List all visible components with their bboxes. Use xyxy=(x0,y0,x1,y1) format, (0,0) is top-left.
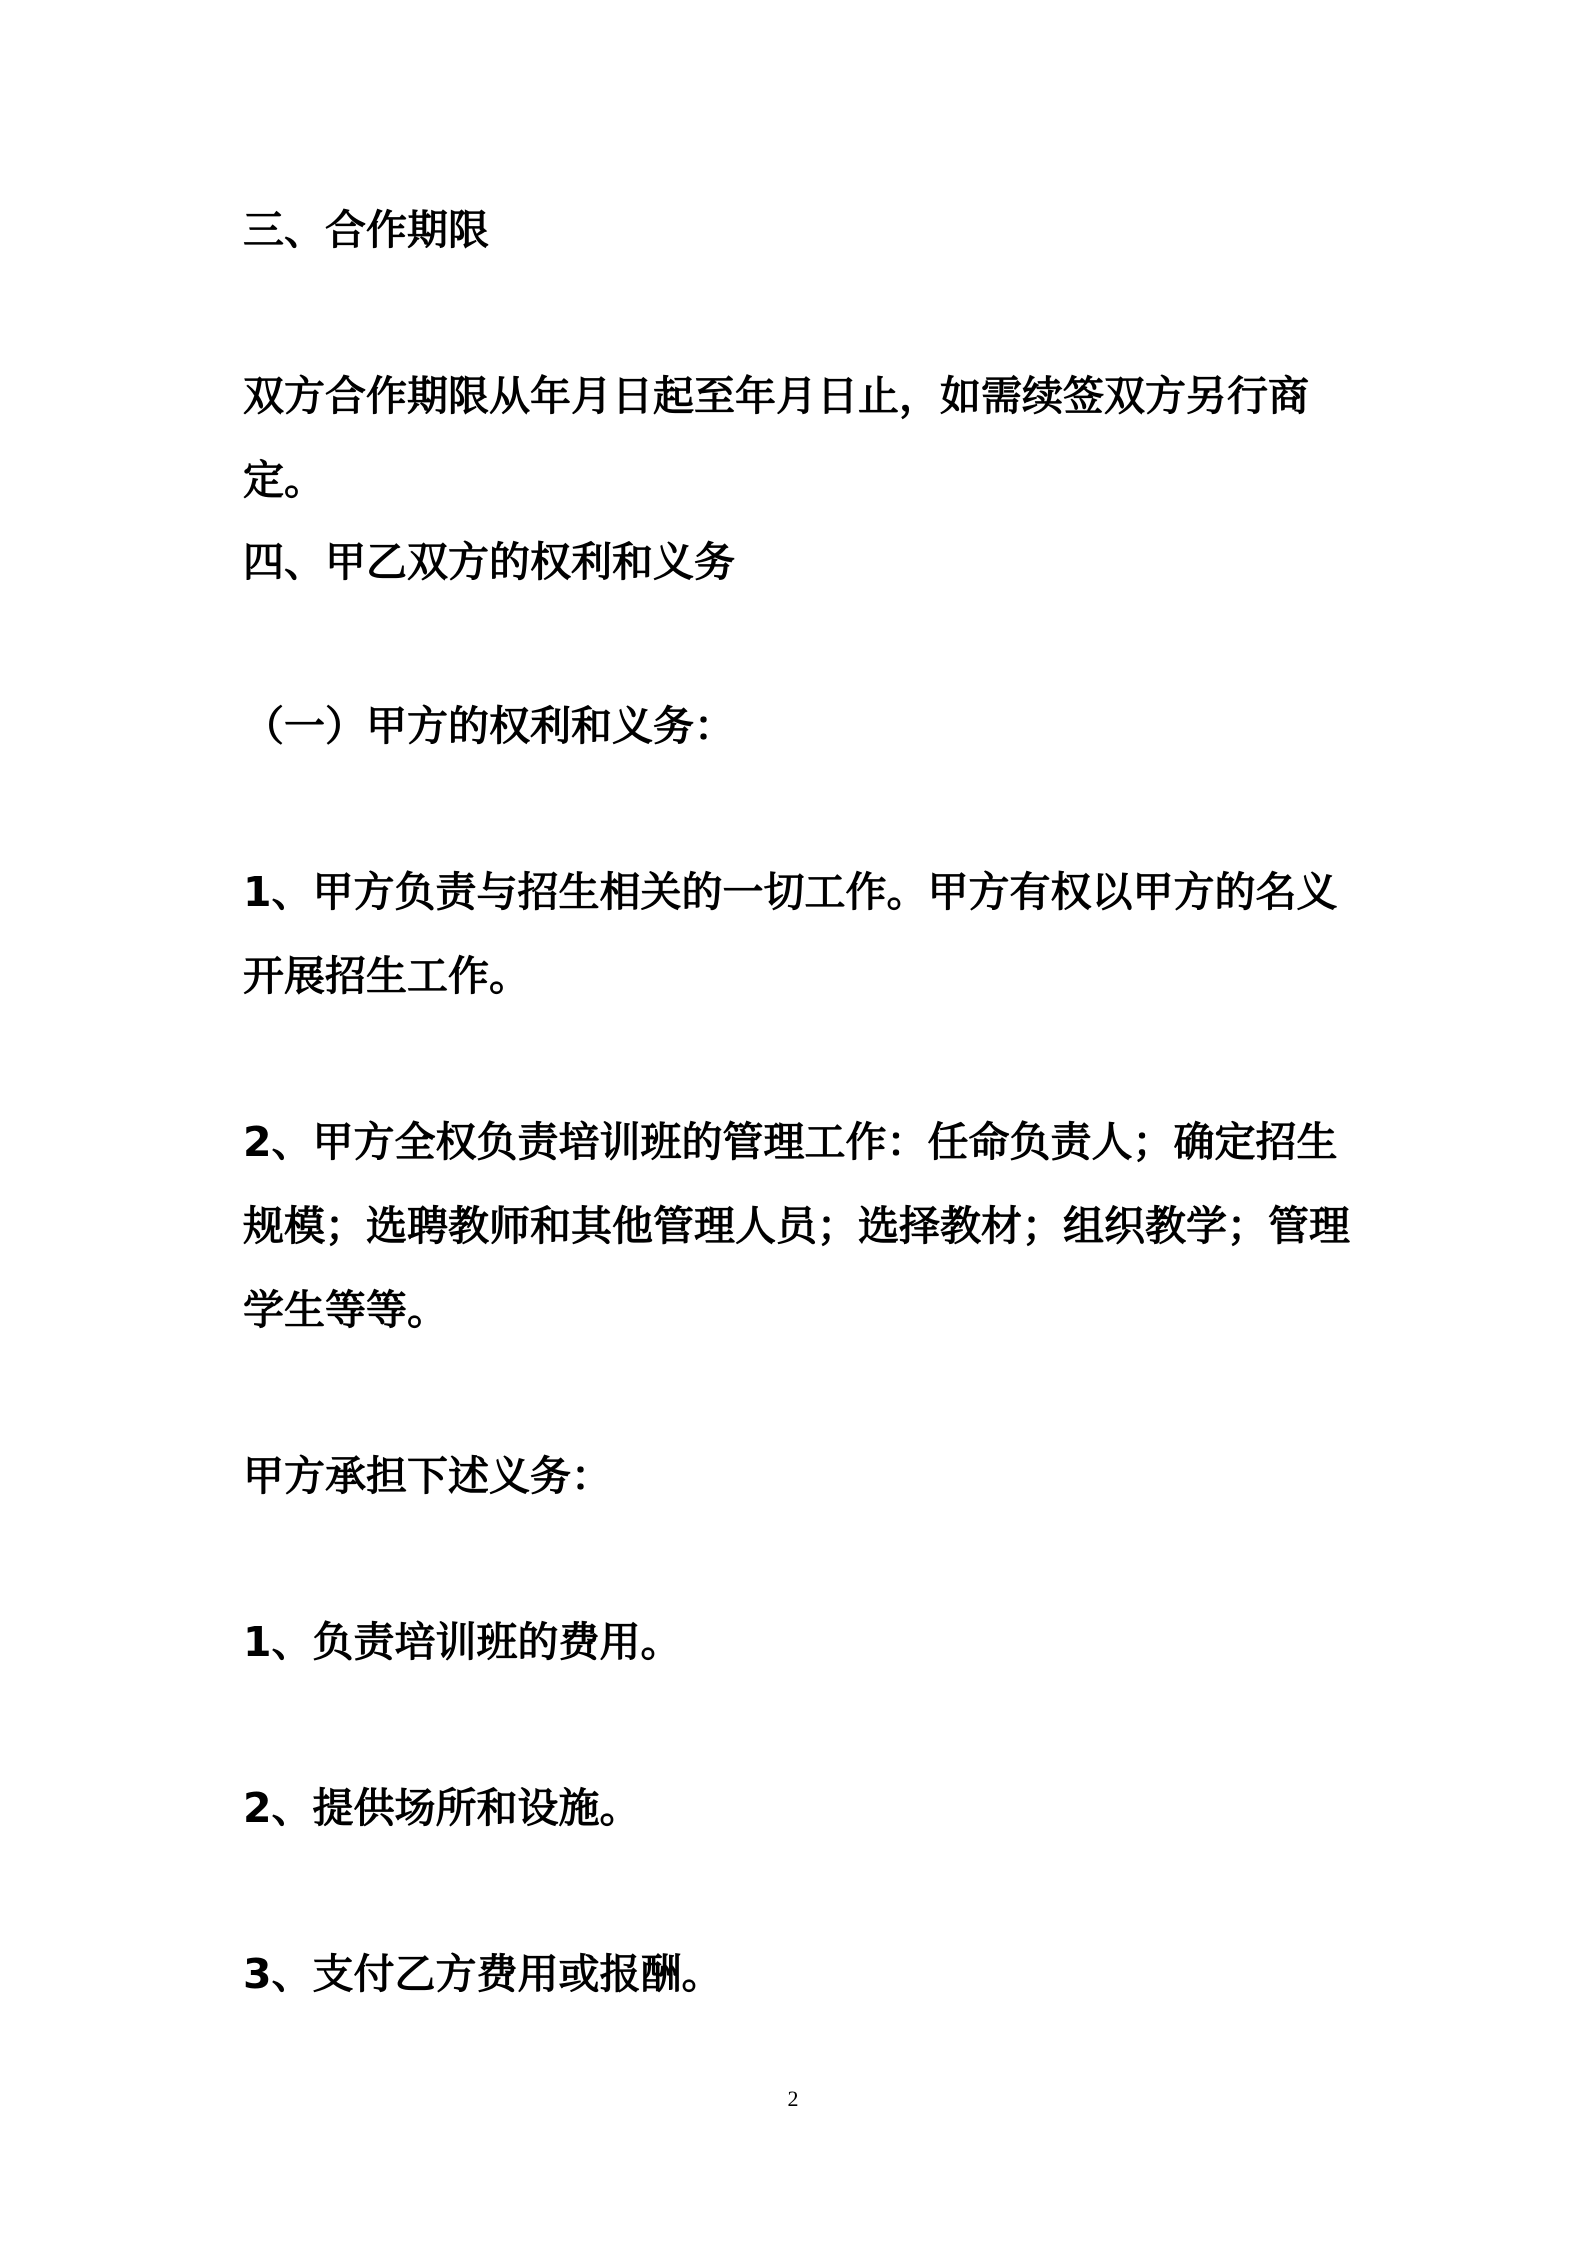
paragraph-obligation-3: 3、支付乙方费用或报酬。 xyxy=(243,1950,723,1998)
paragraph-party-a-obligations-heading: 甲方承担下述义务： xyxy=(243,1452,612,1500)
section-heading-rights-obligations: 四、甲乙双方的权利和义务 xyxy=(243,538,735,586)
paragraph-party-a-item-2: 2、甲方全权负责培训班的管理工作：任命负责人；确定招生规模；选聘教师和其他管理人员；选择教材；组织教学；管理学生等等。 xyxy=(243,1118,1350,1334)
paragraph-obligation-1: 1、负责培训班的费用。 xyxy=(243,1618,682,1666)
section-heading-cooperation-period: 三、合作期限 xyxy=(243,206,489,254)
page-number: 2 xyxy=(787,2086,799,2111)
paragraph-cooperation-term: 双方合作期限从年月日起至年月日止，如需续签双方另行商定。 xyxy=(243,372,1309,504)
paragraph-party-a-item-1: 1、甲方负责与招生相关的一切工作。甲方有权以甲方的名义开展招生工作。 xyxy=(243,868,1338,1000)
subsection-heading-party-a: （一）甲方的权利和义务： xyxy=(243,702,735,750)
paragraph-obligation-2: 2、提供场所和设施。 xyxy=(243,1784,641,1832)
